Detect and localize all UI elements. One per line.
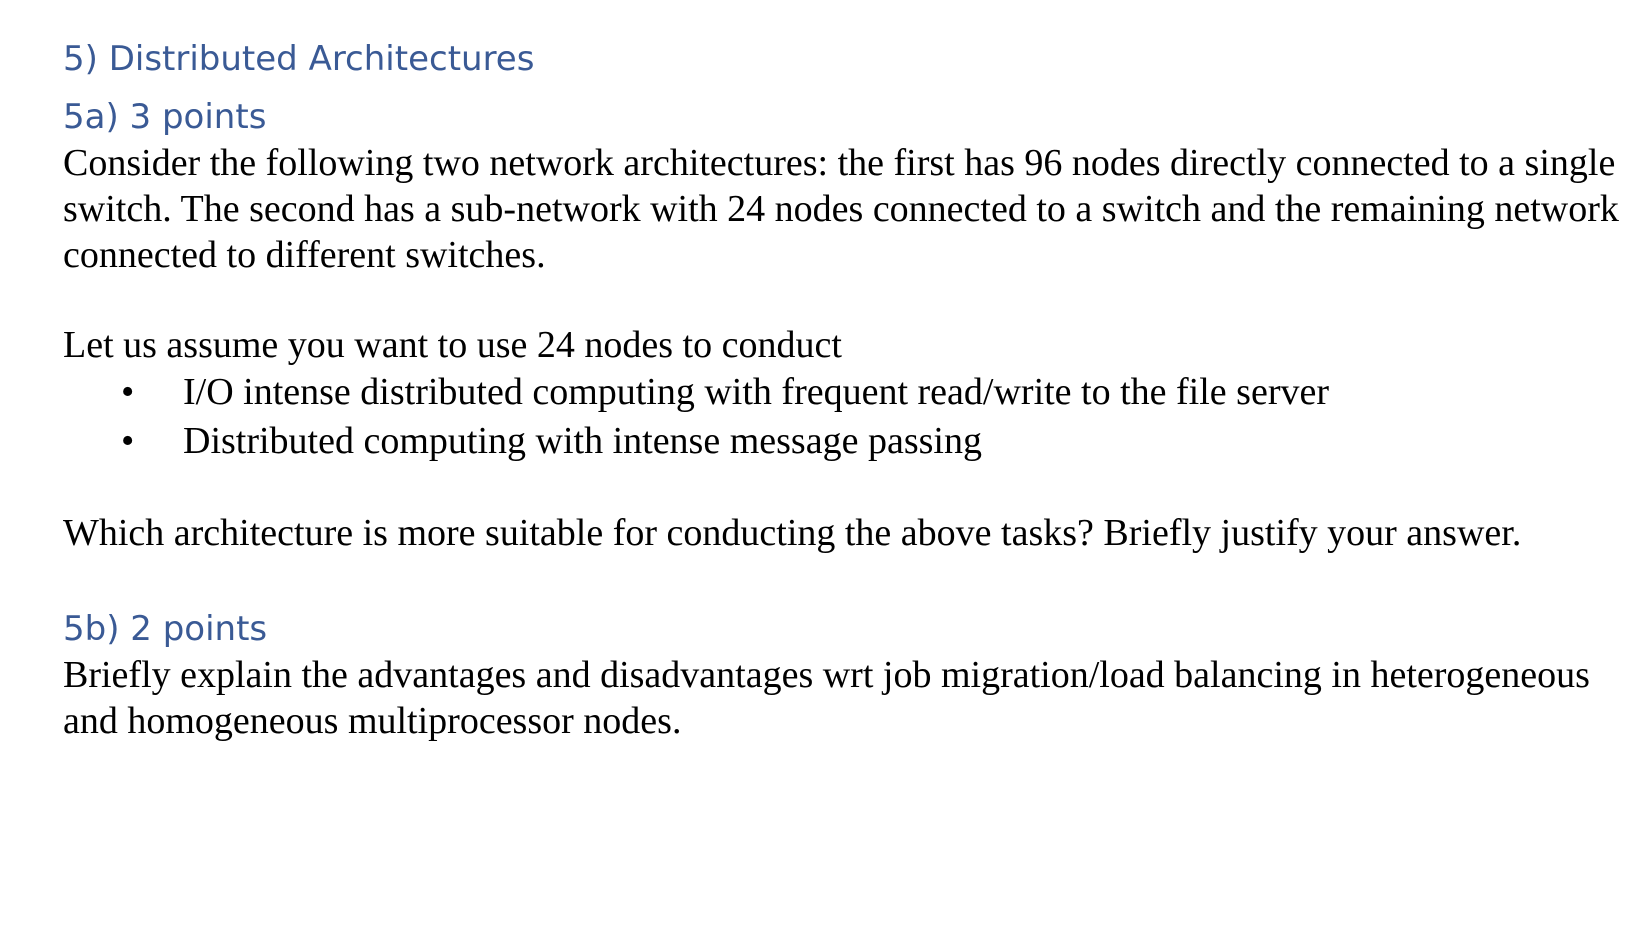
task-list-item: [63, 368, 1623, 417]
task-text: Distributed computing with intense message passing: [183, 420, 982, 462]
part-a-question: Which architecture is more suitable for conducting the above tasks? Briefly justify your answer.: [63, 512, 1522, 554]
document-page: [63, 30, 1623, 744]
bullet-icon: •: [121, 420, 135, 462]
bullet-icon: •: [121, 371, 135, 413]
task-list-item: [63, 417, 1623, 466]
task-text: I/O intense distributed computing with frequent read/write to the file server: [183, 371, 1329, 413]
task-list: [63, 368, 1623, 466]
part-a-intro: Consider the following two network architectures: the first has 96 nodes directly connected to a single switch. The second has a sub-network with 24 nodes connected to a switch and the remaining network connected to different switches.: [63, 142, 1619, 276]
part-a-lead: Let us assume you want to use 24 nodes to conduct: [63, 324, 842, 366]
part-b-question: Briefly explain the advantages and disadvantages wrt job migration/load balancing in heterogeneous and homogeneous multiprocessor nodes.: [63, 654, 1590, 742]
part-b-heading: 5b) 2 points: [63, 609, 268, 649]
part-a-heading: 5a) 3 points: [63, 97, 267, 137]
section-title: 5) Distributed Architectures: [63, 39, 535, 79]
